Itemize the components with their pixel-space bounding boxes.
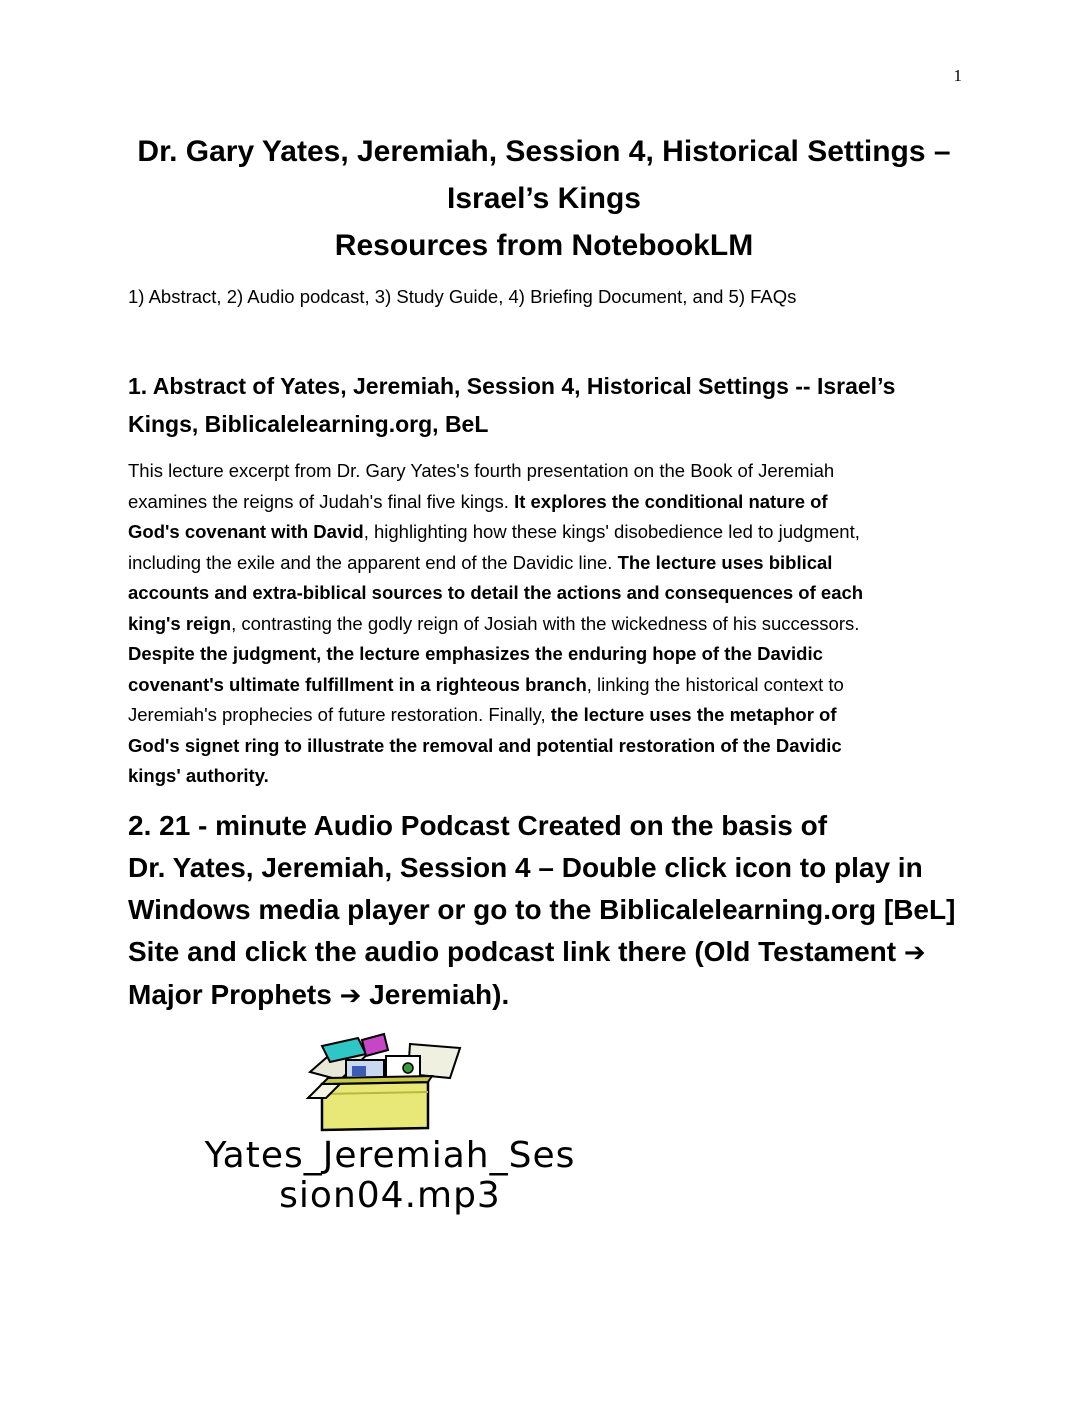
audio-file-label-line-2: sion04.mp3 bbox=[279, 1175, 501, 1216]
podcast-heading-line-5 bbox=[128, 974, 968, 1017]
abstract-heading bbox=[128, 367, 958, 443]
audio-file-label[interactable] bbox=[135, 1136, 645, 1216]
abstract-text: This lecture excerpt from Dr. Gary Yates's fourth presentation on the Book of Jeremiah bbox=[128, 460, 835, 481]
abstract-line bbox=[128, 639, 963, 670]
podcast-heading-text: Major Prophets bbox=[128, 979, 340, 1010]
abstract-bold-text: Despite the judgment, the lecture emphasizes the enduring hope of the Davidic bbox=[128, 643, 823, 664]
abstract-bold-text: God's signet ring to illustrate the removal and potential restoration of the Davidic bbox=[128, 734, 842, 756]
abstract-text: , contrasting the godly reign of Josiah with the wickedness of his successors. bbox=[231, 612, 860, 634]
document-title bbox=[100, 128, 988, 269]
abstract-text: Jeremiah's prophecies of future restoration. Finally, bbox=[128, 704, 551, 725]
abstract-line bbox=[128, 578, 963, 609]
abstract-heading-line-1: 1. Abstract of Yates, Jeremiah, Session 4, Historical Settings -- Israel’s bbox=[128, 373, 896, 399]
package-installer-icon[interactable] bbox=[300, 1032, 470, 1132]
page-number: 1 bbox=[953, 66, 962, 85]
abstract-text: including the exile and the apparent end of the Davidic line. bbox=[128, 551, 618, 573]
abstract-heading-line-2: Kings, Biblicalelearning.org, BeL bbox=[128, 411, 489, 437]
podcast-heading-text: Jeremiah). bbox=[361, 979, 510, 1010]
abstract-bold-text: The lecture uses biblical bbox=[617, 551, 833, 573]
podcast-heading-line-2: Dr. Yates, Jeremiah, Session 4 – Double click icon to play in bbox=[128, 852, 923, 883]
abstract-line bbox=[128, 761, 963, 792]
podcast-heading-line-1: 2. 21 - minute Audio Podcast Created on the basis of bbox=[128, 810, 828, 841]
abstract-bold-text: It explores the conditional nature of bbox=[514, 490, 828, 512]
abstract-line bbox=[128, 548, 963, 579]
abstract-text: , linking the historical context to bbox=[586, 673, 844, 695]
contents-line: 1) Abstract, 2) Audio podcast, 3) Study Guide, 4) Briefing Document, and 5) FAQs bbox=[128, 286, 797, 307]
title-line-3: Resources from NotebookLM bbox=[334, 229, 754, 262]
arrow-right-icon: ➔ bbox=[903, 938, 926, 968]
podcast-heading bbox=[128, 805, 968, 1017]
arrow-right-icon: ➔ bbox=[339, 981, 362, 1011]
podcast-heading-line-3: Windows media player or go to the Biblicalelearning.org [BeL] bbox=[128, 894, 956, 925]
abstract-line bbox=[128, 609, 963, 640]
abstract-paragraph bbox=[128, 456, 963, 792]
abstract-bold-text: God's covenant with David bbox=[128, 521, 364, 542]
abstract-line bbox=[128, 456, 963, 487]
abstract-line bbox=[128, 700, 963, 731]
abstract-bold-text: kings' authority. bbox=[128, 765, 269, 786]
abstract-bold-text: covenant's ultimate fulfillment in a righteous branch bbox=[128, 673, 587, 695]
package-icon-graphic bbox=[300, 1032, 470, 1132]
abstract-text: examines the reigns of Judah's final five kings. bbox=[128, 490, 515, 512]
podcast-heading-line-4 bbox=[128, 931, 968, 974]
podcast-heading-text: Site and click the audio podcast link there (Old Testament bbox=[128, 936, 904, 967]
abstract-bold-text: the lecture uses the metaphor of bbox=[550, 704, 837, 725]
abstract-line bbox=[128, 487, 963, 518]
abstract-bold-text: king's reign bbox=[128, 612, 232, 634]
title-line-2: Israel’s Kings bbox=[447, 182, 641, 215]
audio-file-label-line-1: Yates_Jeremiah_Ses bbox=[204, 1135, 576, 1176]
abstract-line bbox=[128, 517, 963, 548]
abstract-line bbox=[128, 731, 963, 762]
abstract-bold-text: accounts and extra-biblical sources to detail the actions and consequences of each bbox=[128, 582, 864, 603]
title-line-1: Dr. Gary Yates, Jeremiah, Session 4, Historical Settings – bbox=[137, 135, 951, 168]
abstract-line bbox=[128, 670, 963, 701]
abstract-text: , highlighting how these kings' disobedience led to judgment, bbox=[363, 521, 860, 542]
